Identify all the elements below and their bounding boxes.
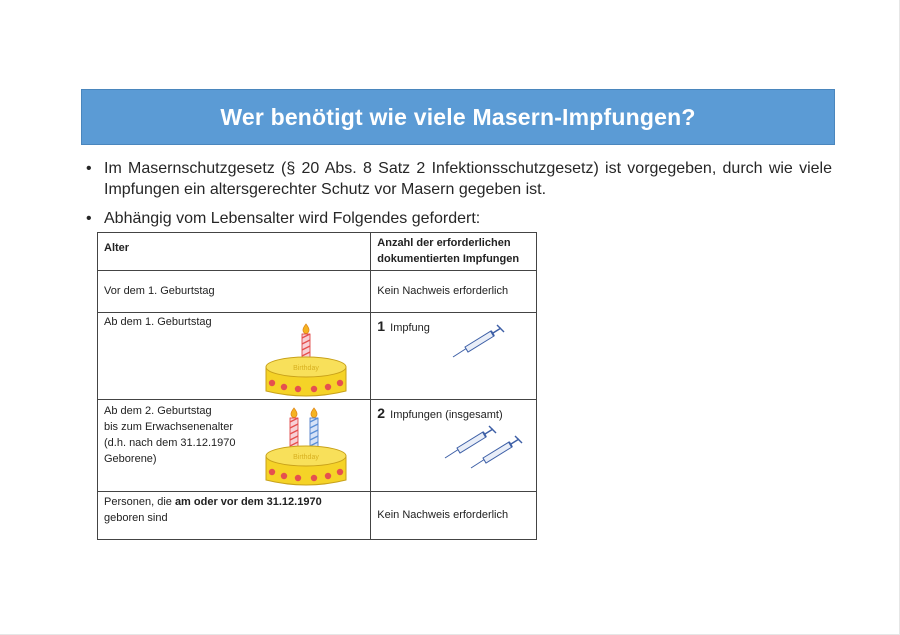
vaccination-count: 1 (377, 318, 386, 334)
table-header-row (98, 233, 537, 271)
age-line: bis zum Erwachsenenalter (104, 421, 234, 433)
count-text: Impfungen (insgesamt) (387, 409, 503, 421)
count-cell-inner (371, 400, 536, 491)
age-cell-inner (98, 492, 370, 529)
vaccination-table (97, 232, 537, 540)
age-line: (d.h. nach dem 31.12.1970 (104, 437, 236, 449)
age-date-bold: am oder vor dem 31.12.1970 (174, 496, 322, 508)
bullet-dot: • (86, 160, 92, 177)
age-line: Ab dem 2. Geburtstag (104, 405, 212, 417)
header-age-cell (98, 233, 371, 271)
age-cell (98, 313, 371, 400)
table-row (98, 271, 537, 313)
count-text: Kein Nachweis erforderlich (377, 285, 509, 297)
header-count: Anzahl der erforderlichen dokumentierten Impfungen (377, 237, 520, 265)
bullet-item (84, 158, 832, 200)
bullet-list (84, 158, 832, 237)
age-text: Personen, die (104, 496, 175, 508)
age-cell (98, 492, 371, 540)
bullet-text: Abhängig vom Lebensalter wird Folgendes gefordert: (104, 210, 481, 227)
bullet-item (84, 208, 832, 229)
age-cell (98, 400, 371, 492)
header-count-cell (371, 233, 537, 271)
age-line: Geborene) (104, 453, 157, 465)
cake-lettering: Birthday (293, 365, 319, 372)
age-cell-inner (98, 313, 370, 399)
cake-lettering: Birthday (293, 454, 319, 461)
age-text: geboren sind (104, 512, 168, 524)
syringe-icon (451, 323, 507, 359)
title-banner (81, 89, 835, 145)
two-syringes-icon (443, 424, 527, 470)
table-row (98, 400, 537, 492)
age-cell (98, 271, 371, 313)
vaccination-count: 2 (377, 405, 386, 421)
bullet-text: Im Masernschutzgesetz (§ 20 Abs. 8 Satz 2 Infektionsschutzgesetz) ist vorgegeben, durch wie viele Impfungen ein altersgerechter Schutz vor Masern gegeben ist. (104, 160, 832, 198)
count-cell (371, 313, 537, 400)
page-title: Wer benötigt wie viele Masern-Impfungen? (220, 103, 696, 130)
count-cell (371, 271, 537, 313)
count-cell (371, 400, 537, 492)
age-text: Ab dem 1. Geburtstag (104, 316, 212, 328)
bullet-dot: • (86, 210, 92, 227)
count-text: Kein Nachweis erforderlich (377, 509, 509, 521)
count-cell-inner (371, 313, 536, 399)
age-text: Vor dem 1. Geburtstag (104, 285, 215, 297)
table-row (98, 313, 537, 400)
count-cell (371, 492, 537, 540)
header-age: Alter (104, 242, 130, 254)
count-text: Impfung (387, 322, 430, 334)
birthday-cake-image (258, 404, 354, 488)
age-cell-inner (98, 400, 370, 491)
birthday-cake-image (258, 317, 354, 397)
table-row (98, 492, 537, 540)
